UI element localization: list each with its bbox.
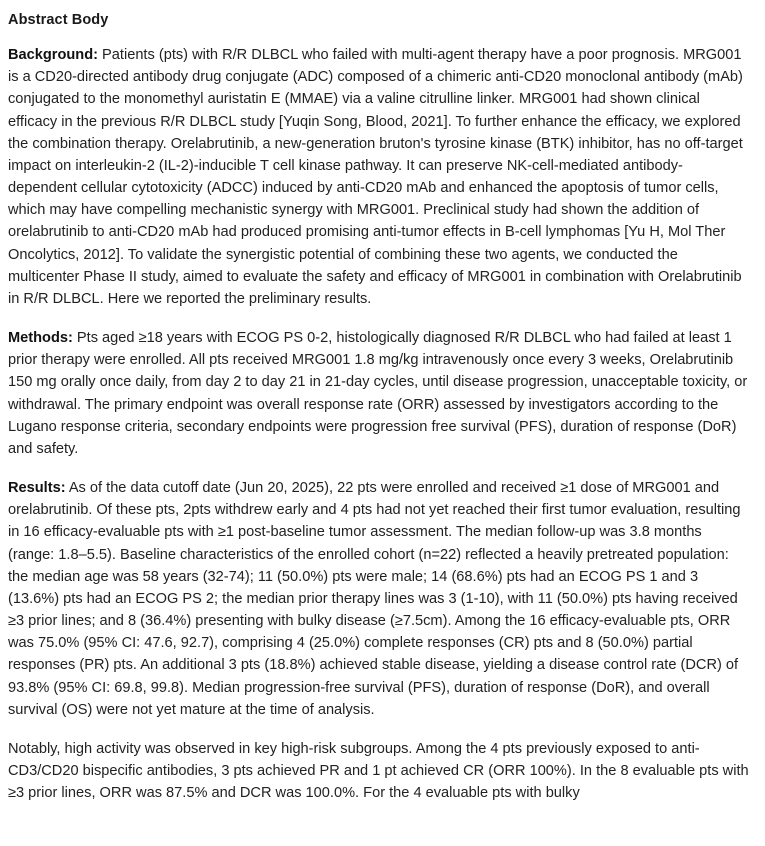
paragraph-text-results: As of the data cutoff date (Jun 20, 2025), 22 pts were enrolled and received ≥1 dose of MRG001 and orelabrutinib. Of these pts, 2pts withdrew early and 4 pts had not yet reached their first tumor evaluation, resulting in 16 efficacy-evaluable pts with ≥1 post-baseline tumor assessment. The median follow-up was 3.8 months (range: 1.8–5.5). Baseline characteristics of the enrolled cohort (n=22) reflected a heavily pretreated population: the median age was 58 years (32-74); 11 (50.0%) pts were male; 14 (68.6%) pts had an ECOG PS 1 and 3 (13.6%) pts had an ECOG PS 2; the median prior therapy lines was 3 (1-10), with 11 (50.0%) pts having received ≥3 prior lines; and 8 (36.4%) presenting with bulky disease (≥7.5cm). Among the 16 efficacy-evaluable pts, ORR was 75.0% (95% CI: 47.6, 92.7), comprising 4 (25.0%) complete responses (CR) pts and 8 (50.0%) partial responses (PR) pts. An additional 3 pts (18.8%) achieved stable disease, yielding a disease control rate (DCR) of 93.8% (95% CI: 69.8, 99.8). Median progression-free survival (PFS), duration of response (DoR), and overall survival (OS) were not yet mature at the time of analysis. — [8, 480, 741, 718]
paragraph-label-background: Background: — [8, 47, 98, 63]
paragraph-text-background: Patients (pts) with R/R DLBCL who failed with multi-agent therapy have a poor prognosis. MRG001 is a CD20-directed antibody drug conjugate (ADC) composed of a chimeric anti-CD20 monoclonal antibody (mAb) conjugated to the monomethyl auristatin E (MMAE) via a valine citrulline linker. MRG001 had shown clinical efficacy in the previous R/R DLBCL study [Yuqin Song, Blood, 2021]. To further enhance the efficacy, we explored the combination therapy. Orelabrutinib, a new-generation bruton's tyrosine kinase (BTK) inhibitor, has no off-target impact on interleukin-2 (IL-2)-inducible T cell kinase pathway. It can preserve NK-cell-mediated antibody-dependent cellular cytotoxicity (ADCC) induced by anti-CD20 mAb and enhanced the apoptosis of tumor cells, which may have compelling mechanistic synergy with MRG001. Preclinical study had shown the addition of orelabrutinib to anti-CD20 mAb had produced promising anti-tumor effects in B-cell lymphomas [Yu H, Mol Ther Oncolytics, 2012]. To validate the synergistic potential of combining these two agents, we conducted the multicenter Phase II study, aimed to evaluate the safety and efficacy of MRG001 in combination with Orelabrutinib in R/R DLBCL. Here we reported the preliminary results. — [8, 47, 743, 307]
paragraph-label-results: Results: — [8, 480, 66, 497]
paragraph-text-subgroups: Notably, high activity was observed in key high-risk subgroups. Among the 4 pts previously exposed to anti-CD3/CD20 bispecific antibodies, 3 pts achieved PR and 1 pt achieved CR (ORR 100%). In the 8 evaluable pts with ≥3 prior lines, ORR was 87.5% and DCR was 100.0%. For the 4 evaluable pts with bulky — [8, 740, 749, 802]
paragraph-results — [8, 477, 751, 721]
paragraph-subgroups — [8, 738, 751, 805]
paragraph-background — [8, 44, 751, 310]
page-title: Abstract Body — [8, 12, 109, 28]
paragraph-label-methods: Methods: — [8, 330, 73, 347]
paragraph-methods — [8, 327, 751, 460]
paragraph-text-methods: Pts aged ≥18 years with ECOG PS 0-2, histologically diagnosed R/R DLBCL who had failed at least 1 prior therapy were enrolled. All pts received MRG001 1.8 mg/kg intravenously once every 3 weeks, Orelabrutinib 150 mg orally once daily, from day 2 to day 21 in 21-day cycles, until disease progression, unacceptable toxicity, or withdrawal. The primary endpoint was overall response rate (ORR) assessed by investigators according to the Lugano response criteria, secondary endpoints were progression free survival (PFS), duration of response (DoR) and safety. — [8, 330, 748, 457]
